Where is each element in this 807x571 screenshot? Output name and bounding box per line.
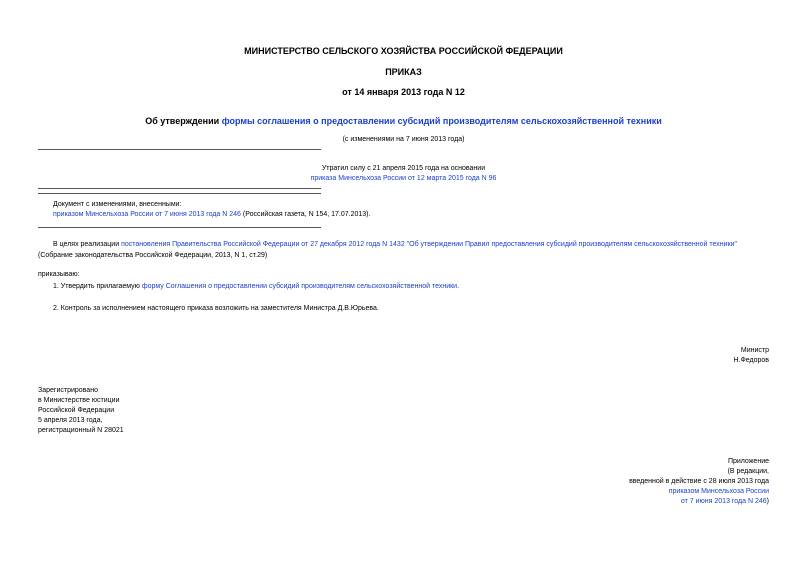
registration-line: Зарегистрировано: [38, 387, 98, 394]
validity-note: Утратил силу с 21 апреля 2015 года на основании: [321, 165, 486, 172]
divider: [38, 193, 321, 194]
registration-line: регистрационный N 28021: [38, 427, 124, 434]
title-prefix: Об утверждении: [145, 116, 222, 126]
doc-type-heading: ПРИКАЗ: [385, 67, 422, 77]
ministry-heading: МИНИСТЕРСТВО СЕЛЬСКОГО ХОЗЯЙСТВА РОССИЙСКОЙ ФЕДЕРАЦИИ: [244, 46, 563, 56]
order-word: приказываю:: [38, 271, 80, 278]
amended-note: (с изменениями на 7 июня 2013 года): [342, 136, 465, 143]
validity-order-link[interactable]: приказа Минсельхоза России от 12 марта 2015 года N 96: [310, 175, 497, 182]
appendix-effective: введенной в действие с 28 июля 2013 года: [629, 478, 769, 485]
signature-name: Н.Федоров: [733, 357, 769, 364]
appendix-order-date: [681, 497, 769, 507]
p1-prefix: В целях реализации: [53, 241, 122, 248]
government-decree-link[interactable]: постановления Правительства Российской Федерации от 27 декабря 2012 года N 1432 "Об утверждении Правил предоставления субсидий производителям сельскохозяйственной техники": [121, 241, 737, 248]
doc-date-number: от 14 января 2013 года N 12: [342, 87, 465, 97]
registration-line: 5 апреля 2013 года,: [38, 417, 103, 424]
item1-suffix: .: [457, 283, 460, 290]
agreement-form-link[interactable]: форму Соглашения о предоставлении субсидий производителям сельскохозяйственной техники: [141, 283, 458, 290]
registration-line: Российской Федерации: [38, 407, 115, 414]
changes-source: (Российская газета, N 154, 17.07.2013).: [240, 211, 371, 218]
appendix-order-link[interactable]: приказом Минсельхоза России: [668, 488, 769, 495]
title-form-link[interactable]: формы соглашения о предоставлении субсидий производителям сельскохозяйственной техники: [221, 116, 662, 126]
document-title: [0, 116, 807, 126]
appendix-order-date-link[interactable]: от 7 июня 2013 года N 246: [680, 498, 767, 505]
appendix-label: Приложение: [727, 458, 769, 465]
divider: [38, 149, 321, 150]
paragraph-1-cont: (Собрание законодательства Российской Федерации, 2013, N 1, ст.29): [38, 252, 268, 259]
paragraph-1: [53, 240, 737, 250]
divider: [38, 227, 321, 228]
registration-line: в Министерстве юстиции: [38, 397, 120, 404]
item1-prefix: 1. Утвердить прилагаемую: [53, 283, 142, 290]
divider: [38, 188, 321, 189]
appendix-close-paren: ): [766, 498, 769, 505]
appendix-edition: (В редакции,: [727, 468, 769, 475]
changes-order-link[interactable]: приказом Минсельхоза России от 7 июня 2013 года N 246: [53, 211, 241, 218]
item-1: [53, 282, 459, 292]
signature-position: Министр: [740, 347, 769, 354]
changes-line: [53, 210, 370, 220]
changes-label: Документ с изменениями, внесенными:: [53, 201, 182, 208]
item-2: 2. Контроль за исполнением настоящего приказа возложить на заместителя Министра Д.В.Юрьева.: [53, 305, 379, 312]
